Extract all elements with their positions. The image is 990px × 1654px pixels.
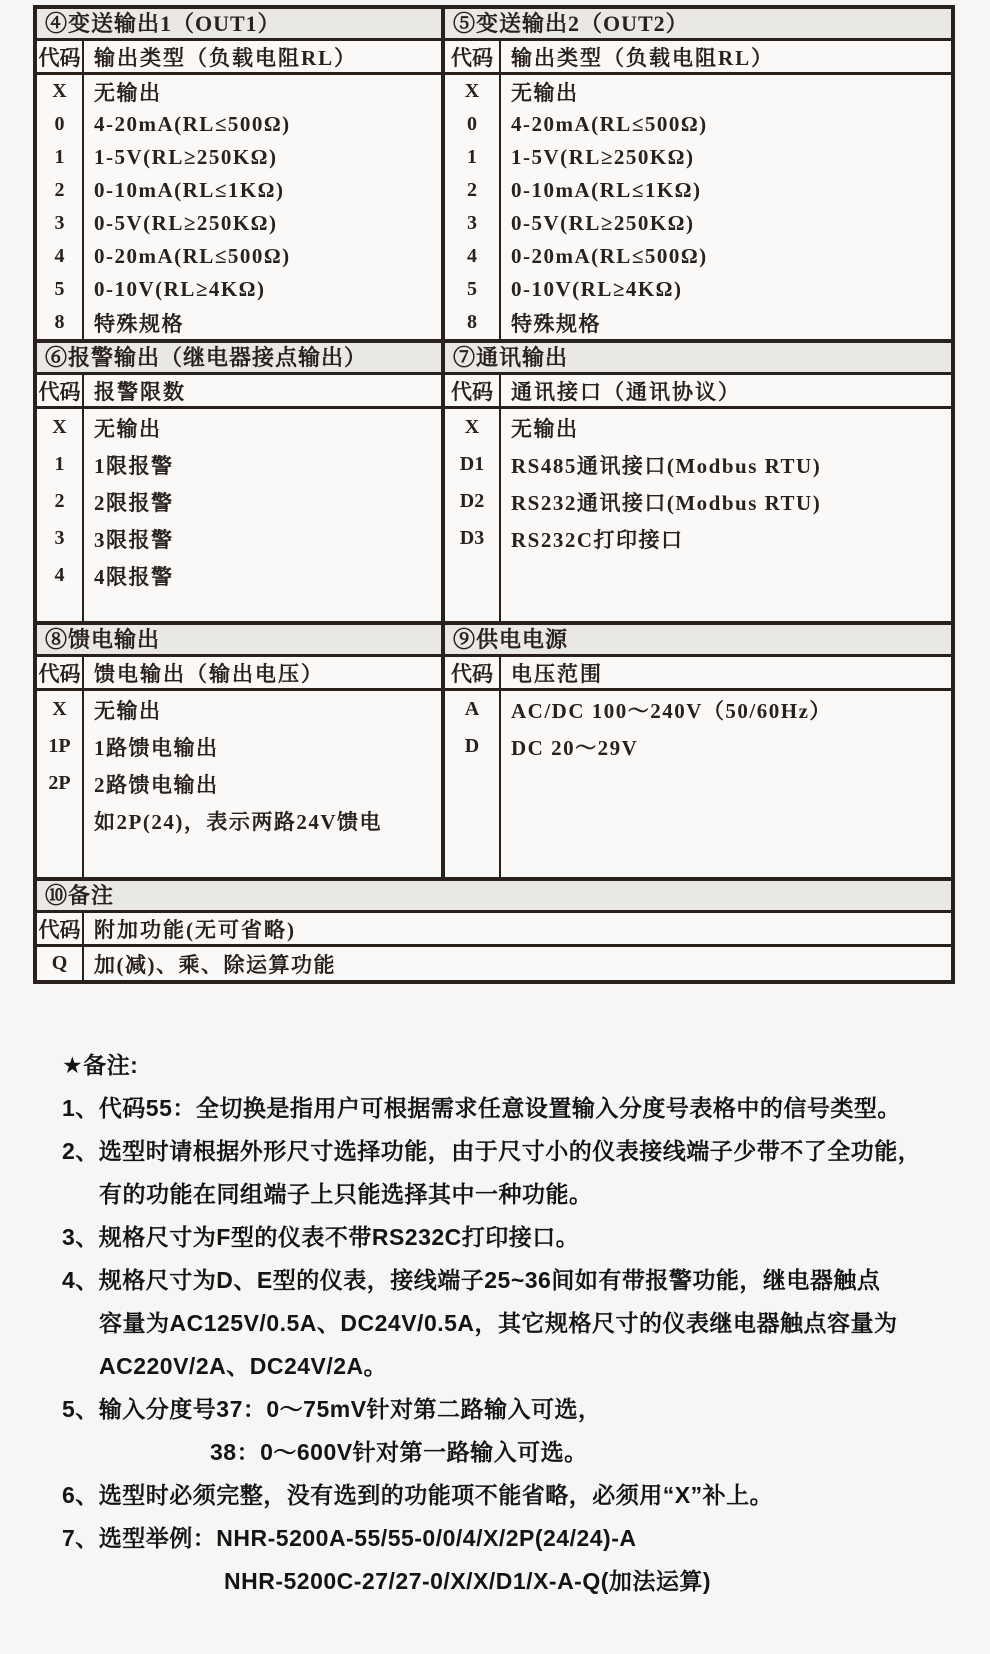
feed-code: X — [52, 698, 67, 720]
out2-code: 8 — [467, 311, 477, 333]
remark-desc-column-header: 附加功能(无可省略) — [94, 917, 296, 942]
out2-desc: 0-20mA(RL≤500Ω) — [511, 244, 708, 268]
out2-desc: 0-10mA(RL≤1KΩ) — [511, 178, 702, 202]
out1-code: 5 — [54, 278, 65, 300]
note-line-5-cont: 38：0～600V针对第一路输入可选。 — [210, 1439, 588, 1465]
feed-code — [37, 802, 82, 839]
note-line-4: 4、规格尺寸为D、E型的仪表，接线端子25~36间如有带报警功能，继电器触点 — [62, 1267, 881, 1293]
out1-code: 3 — [54, 212, 65, 234]
out1-desc: 0-5V(RL≥250KΩ) — [94, 211, 278, 235]
comm-code: D2 — [459, 490, 485, 512]
section-title-feed: ⑧馈电输出 — [37, 625, 441, 657]
alarm-desc: 1限报警 — [94, 453, 174, 478]
out2-code: 3 — [467, 212, 477, 234]
comm-code: D1 — [459, 453, 485, 475]
out1-desc: 0-20mA(RL≤500Ω) — [94, 244, 291, 268]
power-rows — [445, 691, 951, 877]
remark-code: Q — [51, 952, 68, 974]
alarm-desc-column-header: 报警限数 — [94, 379, 186, 404]
out1-desc: 4-20mA(RL≤500Ω) — [94, 112, 291, 136]
note-line-7: 7、选型举例：NHR-5200A-55/55-0/0/4/X/2P(24/24)-A — [62, 1525, 637, 1551]
out1-code: X — [52, 80, 67, 102]
note-line-7-cont: NHR-5200C-27/27-0/X/X/D1/X-A-Q(加法运算) — [224, 1568, 712, 1594]
pair-transmission-outputs — [37, 9, 951, 343]
feed-desc: 1路馈电输出 — [94, 735, 219, 760]
feed-code: 1P — [48, 735, 71, 757]
power-desc-column-header: 电压范围 — [511, 661, 603, 686]
note-line-2: 2、选型时请根据外形尺寸选择功能，由于尺寸小的仪表接线端子少带不了全功能， — [62, 1138, 922, 1164]
feed-rows — [37, 691, 441, 877]
out2-code-column-header: 代码 — [445, 41, 501, 72]
power-code-column-header: 代码 — [445, 657, 501, 688]
note-line-4-cont2: AC220V/2A、DC24V/2A。 — [99, 1353, 388, 1379]
comm-code: D3 — [459, 527, 485, 549]
out2-desc: 4-20mA(RL≤500Ω) — [511, 112, 708, 136]
comm-code-column-header: 代码 — [445, 375, 501, 406]
section-title-comm: ⑦通讯输出 — [445, 343, 951, 375]
out2-desc: 无输出 — [511, 80, 579, 105]
out1-code-column-header: 代码 — [37, 41, 84, 72]
alarm-code: 1 — [54, 453, 65, 475]
section-feed — [37, 625, 445, 877]
section-out1 — [37, 9, 445, 339]
out2-desc: 特殊规格 — [511, 311, 601, 336]
section-title-power: ⑨供电电源 — [445, 625, 951, 657]
section-out2 — [445, 9, 951, 339]
comm-desc-column-header: 通讯接口（通讯协议） — [511, 379, 741, 404]
out2-code: 2 — [467, 179, 477, 201]
out2-code: 1 — [467, 146, 477, 168]
out1-code: 0 — [54, 113, 65, 135]
pair-alarm-comm — [37, 343, 951, 625]
section-title-out1: ④变送输出1（OUT1） — [37, 9, 441, 41]
alarm-desc: 2限报警 — [94, 490, 174, 515]
feed-desc: 2路馈电输出 — [94, 772, 219, 797]
out2-desc: 0-5V(RL≥250KΩ) — [511, 211, 695, 235]
out2-code: 0 — [467, 113, 477, 135]
out1-desc: 1-5V(RL≥250KΩ) — [94, 145, 278, 169]
alarm-code: 2 — [54, 490, 65, 512]
remark-code-column-header: 代码 — [37, 913, 84, 944]
power-desc: AC/DC 100～240V（50/60Hz） — [511, 698, 832, 723]
out2-code: X — [464, 80, 480, 102]
out1-desc: 0-10V(RL≥4KΩ) — [94, 277, 266, 301]
out2-code: 5 — [467, 278, 477, 300]
section-title-remark: ⑩备注 — [37, 881, 951, 913]
power-code: A — [464, 698, 480, 720]
out2-desc: 1-5V(RL≥250KΩ) — [511, 145, 695, 169]
remark-desc: 加(减)、乘、除运算功能 — [94, 952, 336, 977]
alarm-desc: 无输出 — [94, 416, 162, 441]
pair-feed-power — [37, 625, 951, 881]
power-code: D — [464, 735, 480, 757]
feed-desc-column-header: 馈电输出（输出电压） — [94, 661, 324, 686]
out1-code: 1 — [54, 146, 65, 168]
alarm-desc: 3限报警 — [94, 527, 174, 552]
section-title-out2: ⑤变送输出2（OUT2） — [445, 9, 951, 41]
note-line-6: 6、选型时必须完整，没有选到的功能项不能省略，必须用“X”补上。 — [62, 1482, 774, 1508]
section-title-alarm: ⑥报警输出（继电器接点输出） — [37, 343, 441, 375]
model-selection-table — [33, 5, 955, 984]
alarm-desc: 4限报警 — [94, 564, 174, 589]
out2-desc-column-header: 输出类型（负载电阻RL） — [511, 45, 775, 70]
out1-code: 2 — [54, 179, 65, 201]
remark-rows — [37, 947, 951, 980]
alarm-rows — [37, 409, 441, 621]
alarm-code: X — [52, 416, 67, 438]
section-comm — [445, 343, 951, 621]
comm-code: X — [464, 416, 480, 438]
power-desc: DC 20～29V — [511, 735, 639, 760]
comm-desc: RS232C打印接口 — [511, 527, 684, 552]
comm-desc: 无输出 — [511, 416, 579, 441]
out1-desc: 0-10mA(RL≤1KΩ) — [94, 178, 285, 202]
section-power — [445, 625, 951, 877]
section-alarm — [37, 343, 445, 621]
out2-rows — [445, 75, 951, 339]
feed-desc: 如2P(24)，表示两路24V馈电 — [94, 809, 382, 834]
out2-code: 4 — [467, 245, 477, 267]
note-line-5: 5、输入分度号37：0～75mV针对第二路输入可选， — [62, 1396, 602, 1422]
note-line-3: 3、规格尺寸为F型的仪表不带RS232C打印接口。 — [62, 1224, 580, 1250]
out1-desc: 无输出 — [94, 80, 162, 105]
feed-desc: 无输出 — [94, 698, 162, 723]
out1-desc-column-header: 输出类型（负载电阻RL） — [94, 45, 358, 70]
out1-code: 8 — [54, 311, 65, 333]
feed-code: 2P — [48, 772, 71, 794]
comm-desc: RS232通讯接口(Modbus RTU) — [511, 490, 822, 515]
section-remark — [37, 881, 951, 980]
footnotes — [62, 1044, 952, 1603]
footnotes-title: ★备注: — [62, 1052, 139, 1078]
out1-code: 4 — [54, 245, 65, 267]
comm-desc: RS485通讯接口(Modbus RTU) — [511, 453, 822, 478]
feed-code-column-header: 代码 — [37, 657, 84, 688]
note-line-1: 1、代码55：全切换是指用户可根据需求任意设置输入分度号表格中的信号类型。 — [62, 1095, 901, 1121]
alarm-code: 4 — [54, 564, 65, 586]
note-line-4-cont1: 容量为AC125V/0.5A、DC24V/0.5A，其它规格尺寸的仪表继电器触点容量为 — [99, 1310, 898, 1336]
out2-desc: 0-10V(RL≥4KΩ) — [511, 277, 683, 301]
comm-rows — [445, 409, 951, 621]
note-line-2-cont: 有的功能在同组端子上只能选择其中一种功能。 — [99, 1181, 593, 1207]
alarm-code: 3 — [54, 527, 65, 549]
out1-desc: 特殊规格 — [94, 311, 184, 336]
out1-rows — [37, 75, 441, 339]
alarm-code-column-header: 代码 — [37, 375, 84, 406]
